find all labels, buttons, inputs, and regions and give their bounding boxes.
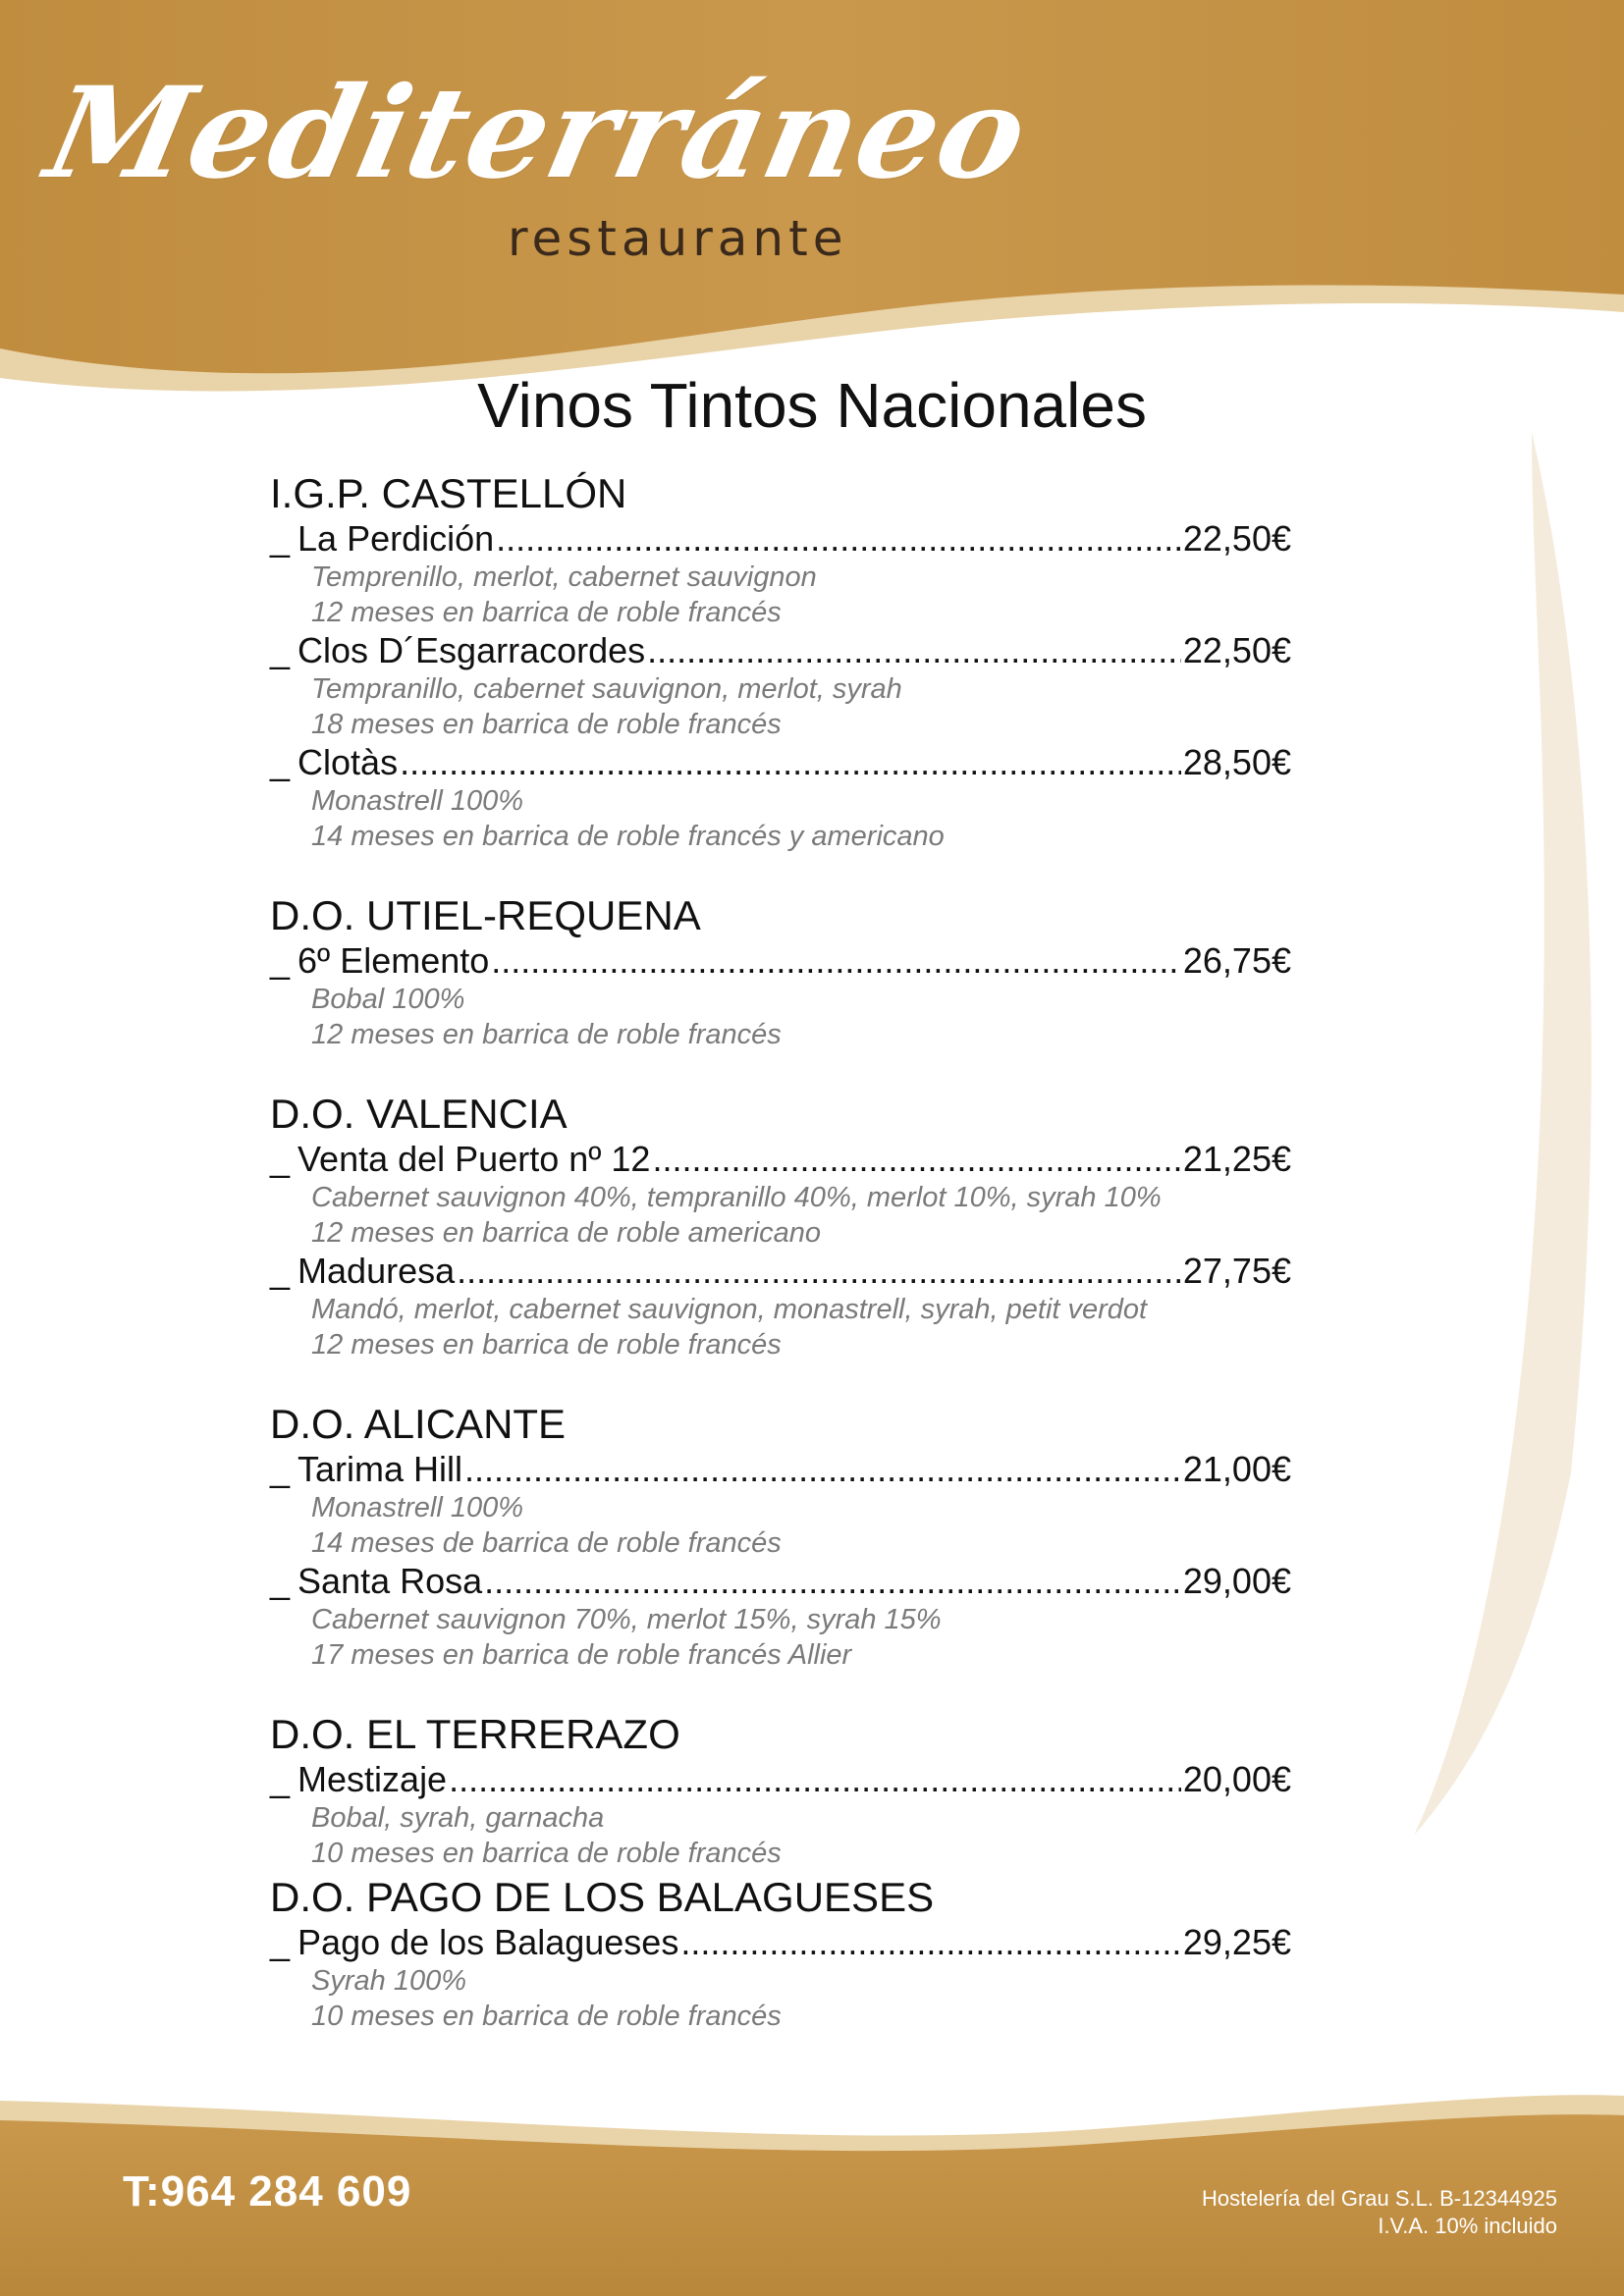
wine-aging: 14 meses de barrica de roble francés bbox=[311, 1527, 782, 1559]
wine-grapes: Cabernet sauvignon 70%, merlot 15%, syrah 15% bbox=[311, 1604, 942, 1635]
wine-price: 22,50€ bbox=[1182, 518, 1291, 559]
wine-price: 27,75€ bbox=[1182, 1251, 1291, 1291]
section-pago-de-los-balagueses bbox=[270, 1873, 1291, 2034]
section-igp-castellon bbox=[270, 469, 1291, 854]
wine-price: 29,00€ bbox=[1182, 1561, 1291, 1601]
dot-leader bbox=[449, 1759, 1181, 1800]
wine-item bbox=[270, 1759, 1291, 1871]
section-utiel-requena bbox=[270, 891, 1291, 1052]
dot-leader bbox=[680, 1922, 1181, 1963]
dot-leader bbox=[652, 1139, 1180, 1180]
wine-name: Clotàs bbox=[298, 742, 399, 782]
wine-name: La Perdición bbox=[298, 518, 495, 559]
dot-leader bbox=[496, 518, 1181, 560]
wine-name: Pago de los Balagueses bbox=[298, 1922, 679, 1962]
wine-aging: 18 meses en barrica de roble francés bbox=[311, 709, 782, 740]
wine-aging: 14 meses en barrica de roble francés y americano bbox=[311, 821, 945, 852]
footer-legal bbox=[1202, 2185, 1557, 2240]
dot-leader bbox=[400, 742, 1181, 783]
section-title: D.O. VALENCIA bbox=[270, 1091, 568, 1137]
wine-prefix: _ bbox=[270, 1139, 291, 1179]
wine-grapes: Syrah 100% bbox=[311, 1965, 466, 1997]
wine-item bbox=[270, 630, 1291, 742]
wine-item bbox=[270, 1139, 1291, 1251]
wine-name: Santa Rosa bbox=[298, 1561, 483, 1601]
wine-line bbox=[270, 742, 1291, 783]
wine-aging: 12 meses en barrica de roble francés bbox=[311, 1329, 782, 1361]
wine-aging: 10 meses en barrica de roble francés bbox=[311, 2001, 782, 2032]
wine-grapes: Cabernet sauvignon 40%, tempranillo 40%, merlot 10%, syrah 10% bbox=[311, 1182, 1162, 1213]
wine-price: 21,25€ bbox=[1182, 1139, 1291, 1179]
wine-item bbox=[270, 1922, 1291, 2034]
wine-item bbox=[270, 518, 1291, 630]
wine-price: 29,25€ bbox=[1182, 1922, 1291, 1962]
wine-grapes: Temprenillo, merlot, cabernet sauvignon bbox=[311, 561, 817, 593]
wine-line bbox=[270, 1251, 1291, 1292]
wine-prefix: _ bbox=[270, 518, 291, 559]
wine-aging: 10 meses en barrica de roble francés bbox=[311, 1838, 782, 1869]
page-title: Vinos Tintos Nacionales bbox=[477, 370, 1147, 441]
wine-prefix: _ bbox=[270, 940, 291, 981]
footer-company: Hostelería del Grau S.L. B-12344925 bbox=[1201, 2186, 1557, 2211]
section-title: I.G.P. CASTELLÓN bbox=[270, 470, 627, 516]
logo-script: Mediterráneo bbox=[35, 60, 1041, 207]
wine-line bbox=[270, 518, 1291, 560]
wine-item bbox=[270, 1251, 1291, 1362]
wine-grapes: Monastrell 100% bbox=[311, 1492, 523, 1523]
wine-price: 21,00€ bbox=[1182, 1449, 1291, 1489]
wine-price: 20,00€ bbox=[1182, 1759, 1291, 1799]
wine-item bbox=[270, 1561, 1291, 1673]
wine-name: Venta del Puerto nº 12 bbox=[298, 1139, 651, 1179]
wine-price: 26,75€ bbox=[1182, 940, 1291, 981]
wine-line bbox=[270, 1922, 1291, 1963]
dot-leader bbox=[491, 940, 1181, 982]
wine-price: 28,50€ bbox=[1182, 742, 1291, 782]
wine-line bbox=[270, 1449, 1291, 1490]
wine-item bbox=[270, 940, 1291, 1052]
wine-prefix: _ bbox=[270, 1922, 291, 1962]
wine-prefix: _ bbox=[270, 1561, 291, 1601]
section-title: D.O. ALICANTE bbox=[270, 1401, 567, 1447]
footer-phone: T:964 284 609 bbox=[123, 2167, 412, 2216]
section-title: D.O. PAGO DE LOS BALAGUESES bbox=[270, 1874, 935, 1920]
dot-leader bbox=[464, 1449, 1181, 1490]
wine-prefix: _ bbox=[270, 1449, 291, 1489]
wine-line bbox=[270, 940, 1291, 982]
wine-item bbox=[270, 1449, 1291, 1561]
wine-line bbox=[270, 1759, 1291, 1800]
wine-line bbox=[270, 630, 1291, 671]
wine-item bbox=[270, 742, 1291, 854]
wine-grapes: Tempranillo, cabernet sauvignon, merlot, syrah bbox=[311, 673, 902, 705]
wine-aging: 12 meses en barrica de roble americano bbox=[311, 1217, 822, 1249]
wine-prefix: _ bbox=[270, 1759, 291, 1799]
wine-line bbox=[270, 1561, 1291, 1602]
wine-grapes: Mandó, merlot, cabernet sauvignon, monastrell, syrah, petit verdot bbox=[311, 1294, 1148, 1325]
wine-name: Clos D´Esgarracordes bbox=[298, 630, 646, 670]
section-el-terrerazo bbox=[270, 1710, 1291, 1871]
section-title: D.O. EL TERRERAZO bbox=[270, 1711, 680, 1757]
dot-leader bbox=[457, 1251, 1181, 1292]
logo-subtitle: restaurante bbox=[508, 210, 848, 267]
footer-tax-note: I.V.A. 10% incluido bbox=[1378, 2214, 1557, 2238]
wine-aging: 17 meses en barrica de roble francés Allier bbox=[311, 1639, 852, 1671]
wine-name: Tarima Hill bbox=[298, 1449, 463, 1489]
wine-grapes: Bobal, syrah, garnacha bbox=[311, 1802, 605, 1834]
section-valencia bbox=[270, 1090, 1291, 1362]
wine-aging: 12 meses en barrica de roble francés bbox=[311, 1019, 782, 1050]
section-alicante bbox=[270, 1400, 1291, 1673]
wine-name: Maduresa bbox=[298, 1251, 456, 1291]
wine-name: 6º Elemento bbox=[298, 940, 490, 981]
restaurant-logo bbox=[35, 60, 1041, 287]
side-swoosh bbox=[1414, 432, 1592, 1836]
wine-grapes: Monastrell 100% bbox=[311, 785, 523, 817]
wine-aging: 12 meses en barrica de roble francés bbox=[311, 597, 782, 628]
dot-leader bbox=[484, 1561, 1181, 1602]
wine-prefix: _ bbox=[270, 742, 291, 782]
wine-price: 22,50€ bbox=[1182, 630, 1291, 670]
wine-line bbox=[270, 1139, 1291, 1180]
wine-menu bbox=[270, 469, 1291, 2034]
wine-prefix: _ bbox=[270, 1251, 291, 1291]
wine-prefix: _ bbox=[270, 630, 291, 670]
wine-name: Mestizaje bbox=[298, 1759, 448, 1799]
section-title: D.O. UTIEL-REQUENA bbox=[270, 892, 701, 938]
dot-leader bbox=[647, 630, 1181, 671]
wine-grapes: Bobal 100% bbox=[311, 984, 465, 1015]
